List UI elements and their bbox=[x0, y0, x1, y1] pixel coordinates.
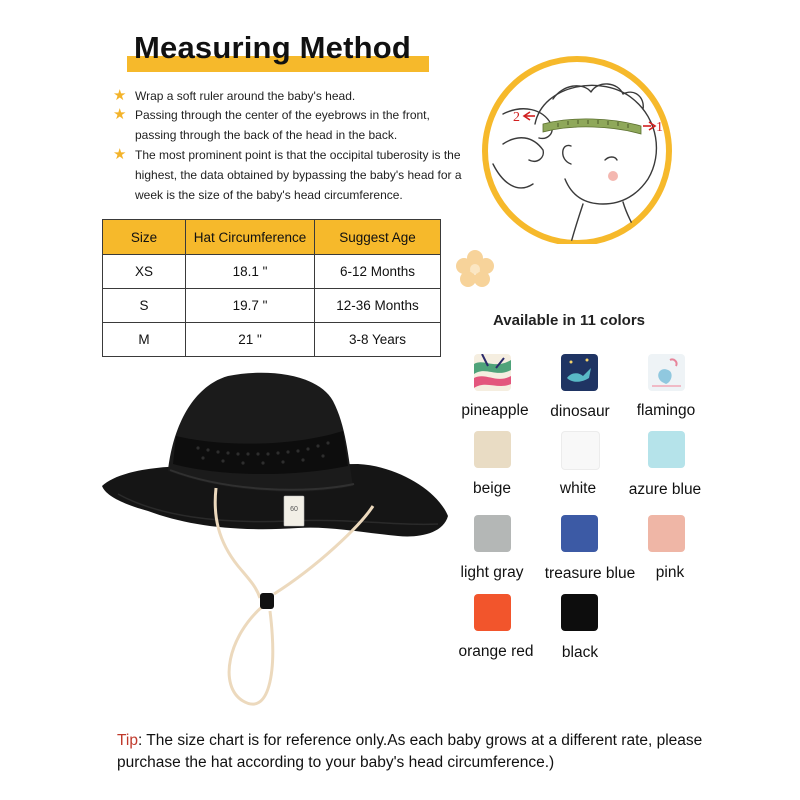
table-cell: S bbox=[103, 289, 186, 323]
star-icon: ★ bbox=[113, 87, 127, 104]
star-icon: ★ bbox=[113, 146, 127, 163]
color-swatch-black[interactable] bbox=[561, 594, 598, 631]
colors-title: Available in 11 colors bbox=[493, 312, 646, 329]
table-row bbox=[103, 323, 441, 357]
table-cell: M bbox=[103, 323, 186, 357]
table-header: Hat Circumference bbox=[186, 220, 315, 255]
table-header-row bbox=[103, 220, 441, 255]
color-label: pineapple bbox=[461, 402, 529, 419]
color-swatch-dinosaur[interactable] bbox=[561, 354, 598, 391]
color-swatch-white[interactable] bbox=[561, 431, 600, 470]
table-row bbox=[103, 255, 441, 289]
tip-text: : The size chart is for reference only.As each baby grows at a different rate, please purchase the hat according to your baby's head circumference.) bbox=[117, 732, 703, 771]
table-cell: 3-8 Years bbox=[315, 323, 441, 357]
color-label: treasure blue bbox=[544, 565, 636, 582]
color-swatch-light-gray[interactable] bbox=[474, 515, 511, 552]
tip-label: Tip bbox=[117, 732, 138, 749]
head-measurement-diagram bbox=[473, 54, 687, 244]
color-label: azure blue bbox=[628, 481, 702, 498]
instruction-bullet bbox=[113, 145, 465, 205]
bucket-hat-image bbox=[98, 366, 454, 726]
color-swatch-orange-red[interactable] bbox=[474, 594, 511, 631]
color-label: beige bbox=[473, 480, 511, 497]
instruction-bullet bbox=[113, 86, 465, 106]
table-header: Suggest Age bbox=[315, 220, 441, 255]
color-label: black bbox=[561, 644, 599, 661]
table-cell: 21 " bbox=[186, 323, 315, 357]
color-swatch-azure-blue[interactable] bbox=[648, 431, 685, 468]
table-cell: 19.7 " bbox=[186, 289, 315, 323]
hat-size-tag: 60 bbox=[290, 506, 298, 513]
front-marker-label: 1 bbox=[656, 120, 663, 135]
color-label: flamingo bbox=[636, 402, 696, 419]
table-header: Size bbox=[103, 220, 186, 255]
color-label: orange red bbox=[458, 643, 534, 660]
table-cell: 18.1 " bbox=[186, 255, 315, 289]
flower-icon bbox=[452, 247, 498, 291]
color-swatch-treasure-blue[interactable] bbox=[561, 515, 598, 552]
page-title: Measuring Method bbox=[134, 30, 412, 65]
instruction-bullet bbox=[113, 105, 465, 145]
tip-note bbox=[117, 730, 717, 774]
table-cell: XS bbox=[103, 255, 186, 289]
color-swatch-pink[interactable] bbox=[648, 515, 685, 552]
color-swatch-pineapple[interactable] bbox=[474, 354, 511, 391]
size-chart-table bbox=[102, 219, 441, 357]
instruction-text: The most prominent point is that the occipital tuberosity is the highest, the data obtained by bypassing the baby's head for a week is the size of the baby's head circumference. bbox=[135, 148, 462, 202]
table-cell: 6-12 Months bbox=[315, 255, 441, 289]
instruction-text: Wrap a soft ruler around the baby's head. bbox=[135, 89, 356, 103]
table-row bbox=[103, 289, 441, 323]
color-swatch-beige[interactable] bbox=[474, 431, 511, 468]
back-marker-label: 2 bbox=[513, 110, 520, 125]
table-cell: 12-36 Months bbox=[315, 289, 441, 323]
color-label: light gray bbox=[460, 564, 524, 581]
color-swatch-flamingo[interactable] bbox=[648, 354, 685, 391]
color-label: dinosaur bbox=[550, 403, 610, 420]
instruction-text: Passing through the center of the eyebrows in the front, passing through the back of the head in the back. bbox=[135, 108, 430, 142]
color-label: white bbox=[559, 480, 597, 497]
star-icon: ★ bbox=[113, 106, 127, 123]
color-label: pink bbox=[655, 564, 685, 581]
